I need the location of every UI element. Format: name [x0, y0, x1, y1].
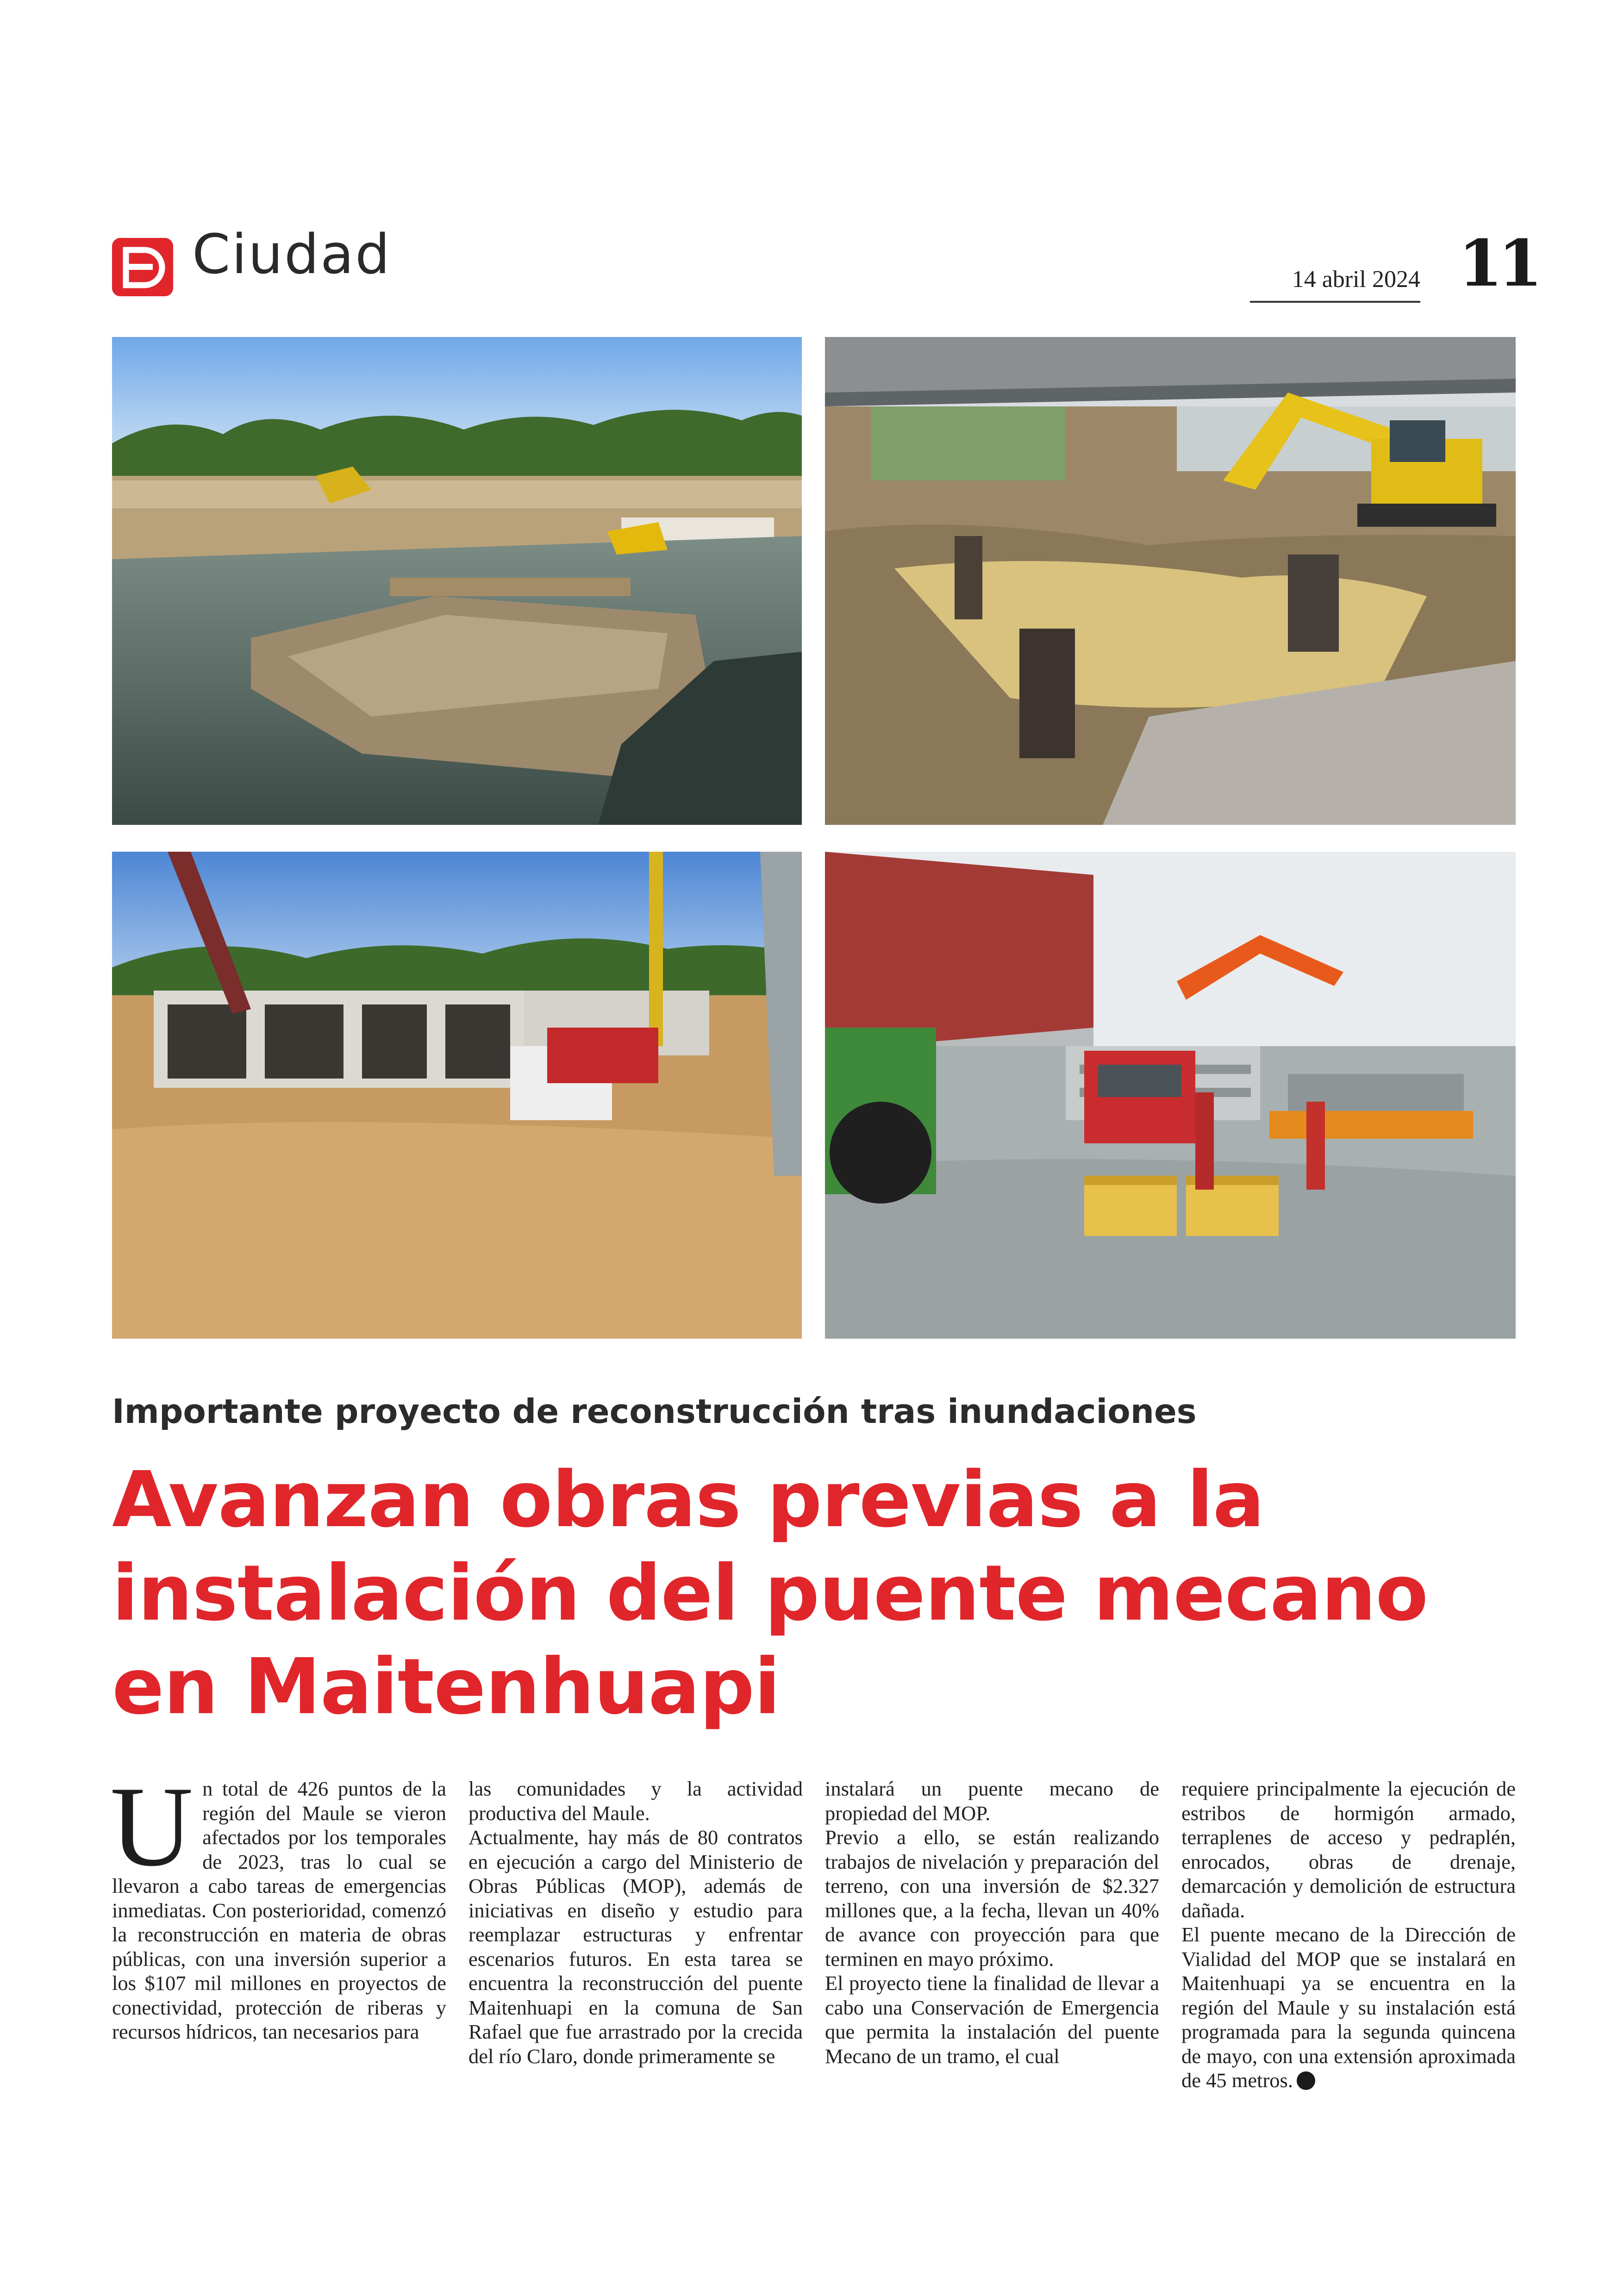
paragraph: n total de 426 puntos de la región del Maule se vieron afectados por los temporales de 2023, tras lo cual se llevaron a cabo tareas de emergencias inmediatas. Con posterioridad, comenzó la reconstrucción en materia de obras públicas, con una inversión superior a los $107 mil millones en proyectos de conectividad, protección de riberas y recursos hídricos, tan necesarios para [112, 1777, 446, 2043]
article-column-3 [825, 1777, 1159, 2068]
paragraph: instalará un puente mecano de propiedad del MOP. [825, 1777, 1159, 1825]
paragraph: El proyecto tiene la finalidad de llevar a cabo una Conservación de Emergencia que permita la instalación del puente Mecano de un tramo, el cual [825, 1971, 1159, 2068]
photo-excavator-bridge [825, 337, 1516, 825]
article-column-2 [468, 1777, 803, 2068]
issue-date: 14 abril 2024 [1250, 268, 1420, 303]
paragraph: Actualmente, hay más de 80 contratos en ejecución a cargo del Ministerio de Obras Públicas (MOP), además de iniciativas en diseño y estudio para reemplazar estructuras y enfrentar escenarios futuros. En esta tarea se encuentra la reconstrucción del puente Maitenhuapi en la comuna de San Rafael que fue arrastrado por la crecida del río Claro, donde primeramente se [468, 1826, 803, 2068]
headline-line: instalación del puente mecano [112, 1549, 1428, 1638]
paragraph: Previo a ello, se están realizando trabajos de nivelación y preparación del terreno, con una inversión de $2.327 millones que, a la fecha, llevan un 40% de avance con proyección para que terminen en mayo próximo. [825, 1826, 1159, 1971]
paragraph: las comunidades y la actividad productiva del Maule. [468, 1777, 803, 1825]
paragraph: El puente mecano de la Dirección de Vialidad del MOP que se instalará en Maitenhuapi ya se encuentra en la región del Maule y su instalación está programada para la segunda quincena de mayo, con una extensión aproximada de 45 metros. [1181, 1923, 1516, 2092]
photo-river-works [112, 337, 802, 825]
page-number: 11 [1458, 225, 1538, 301]
logo-d-icon [112, 238, 173, 296]
article-column-1 [110, 1763, 446, 2044]
headline-line: en Maitenhuapi [112, 1642, 780, 1732]
drop-cap: U [110, 1763, 194, 1890]
paragraph: requiere principalmente la ejecución de estribos de hormigón armado, terraplenes de acceso y pedraplén, enrocados, obras de drenaje, demarcación y demolición de estructura dañada. [1181, 1777, 1516, 1922]
end-of-article-icon [1297, 2071, 1315, 2090]
article-kicker: Importante proyecto de reconstrucción tras inundaciones [112, 1392, 1197, 1431]
photo-bridge-parts-unloading [825, 852, 1516, 1339]
section-title: Ciudad [192, 222, 392, 286]
article-column-4 [1181, 1777, 1516, 2093]
newspaper-logo [112, 238, 173, 296]
article-headline [112, 1453, 1519, 1734]
headline-line: Avanzan obras previas a la [112, 1455, 1264, 1545]
photo-concrete-culverts [112, 852, 802, 1339]
